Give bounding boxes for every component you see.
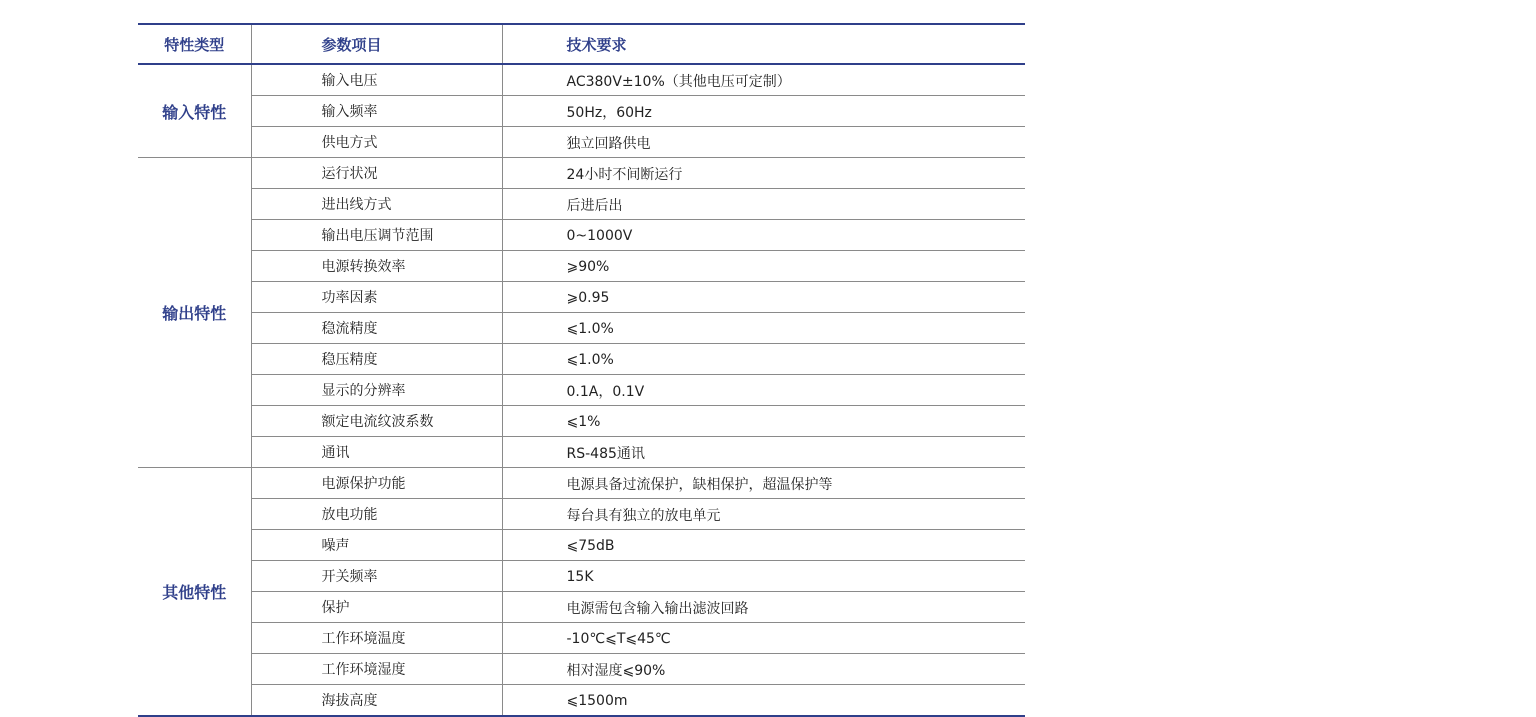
header-requirement: 技术要求 <box>502 24 1025 64</box>
table-row <box>138 282 1025 313</box>
table-row <box>138 251 1025 282</box>
table-body <box>138 64 1025 716</box>
table-row <box>138 189 1025 220</box>
parameter-cell: 保护 <box>251 592 502 623</box>
requirement-cell: RS-485通讯 <box>502 437 1025 468</box>
parameter-cell: 稳压精度 <box>251 344 502 375</box>
requirement-cell: ⩽1.0% <box>502 344 1025 375</box>
table-row <box>138 344 1025 375</box>
table-row <box>138 437 1025 468</box>
category-cell: 输出特性 <box>138 158 251 468</box>
parameter-cell: 输出电压调节范围 <box>251 220 502 251</box>
requirement-cell: 15K <box>502 561 1025 592</box>
requirement-cell: 相对湿度⩽90% <box>502 654 1025 685</box>
requirement-cell: 每台具有独立的放电单元 <box>502 499 1025 530</box>
requirement-cell: 电源需包含输入输出滤波回路 <box>502 592 1025 623</box>
table-row <box>138 561 1025 592</box>
table-row <box>138 96 1025 127</box>
requirement-cell: -10℃⩽T⩽45℃ <box>502 623 1025 654</box>
table-row <box>138 406 1025 437</box>
requirement-cell: 50Hz，60Hz <box>502 96 1025 127</box>
parameter-cell: 通讯 <box>251 437 502 468</box>
header-parameter: 参数项目 <box>251 24 502 64</box>
header-category: 特性类型 <box>138 24 251 64</box>
table-header <box>138 24 1025 64</box>
table-row <box>138 158 1025 189</box>
table-row <box>138 623 1025 654</box>
category-cell: 输入特性 <box>138 64 251 158</box>
parameter-cell: 海拔高度 <box>251 685 502 717</box>
parameter-cell: 电源保护功能 <box>251 468 502 499</box>
parameter-cell: 工作环境湿度 <box>251 654 502 685</box>
requirement-cell: 独立回路供电 <box>502 127 1025 158</box>
table-row <box>138 375 1025 406</box>
parameter-cell: 功率因素 <box>251 282 502 313</box>
table-row <box>138 127 1025 158</box>
spec-table <box>138 23 1025 717</box>
table-row <box>138 220 1025 251</box>
parameter-cell: 额定电流纹波系数 <box>251 406 502 437</box>
requirement-cell: ⩽75dB <box>502 530 1025 561</box>
parameter-cell: 进出线方式 <box>251 189 502 220</box>
header-row <box>138 24 1025 64</box>
table-row <box>138 313 1025 344</box>
table-row <box>138 685 1025 717</box>
requirement-cell: ⩽1500m <box>502 685 1025 717</box>
parameter-cell: 显示的分辨率 <box>251 375 502 406</box>
table-row <box>138 468 1025 499</box>
requirement-cell: ⩽1% <box>502 406 1025 437</box>
requirement-cell: ⩾0.95 <box>502 282 1025 313</box>
requirement-cell: 电源具备过流保护，缺相保护，超温保护等 <box>502 468 1025 499</box>
requirement-cell: ⩾90% <box>502 251 1025 282</box>
table-row <box>138 530 1025 561</box>
parameter-cell: 电源转换效率 <box>251 251 502 282</box>
table-row <box>138 592 1025 623</box>
category-cell: 其他特性 <box>138 468 251 717</box>
parameter-cell: 噪声 <box>251 530 502 561</box>
parameter-cell: 开关频率 <box>251 561 502 592</box>
requirement-cell: 0.1A，0.1V <box>502 375 1025 406</box>
table-row <box>138 64 1025 96</box>
requirement-cell: ⩽1.0% <box>502 313 1025 344</box>
parameter-cell: 稳流精度 <box>251 313 502 344</box>
parameter-cell: 输入电压 <box>251 64 502 96</box>
requirement-cell: AC380V±10%（其他电压可定制） <box>502 64 1025 96</box>
parameter-cell: 运行状况 <box>251 158 502 189</box>
requirement-cell: 0~1000V <box>502 220 1025 251</box>
parameter-cell: 放电功能 <box>251 499 502 530</box>
parameter-cell: 供电方式 <box>251 127 502 158</box>
parameter-cell: 输入频率 <box>251 96 502 127</box>
table-row <box>138 499 1025 530</box>
table-row <box>138 654 1025 685</box>
requirement-cell: 24小时不间断运行 <box>502 158 1025 189</box>
parameter-cell: 工作环境温度 <box>251 623 502 654</box>
requirement-cell: 后进后出 <box>502 189 1025 220</box>
